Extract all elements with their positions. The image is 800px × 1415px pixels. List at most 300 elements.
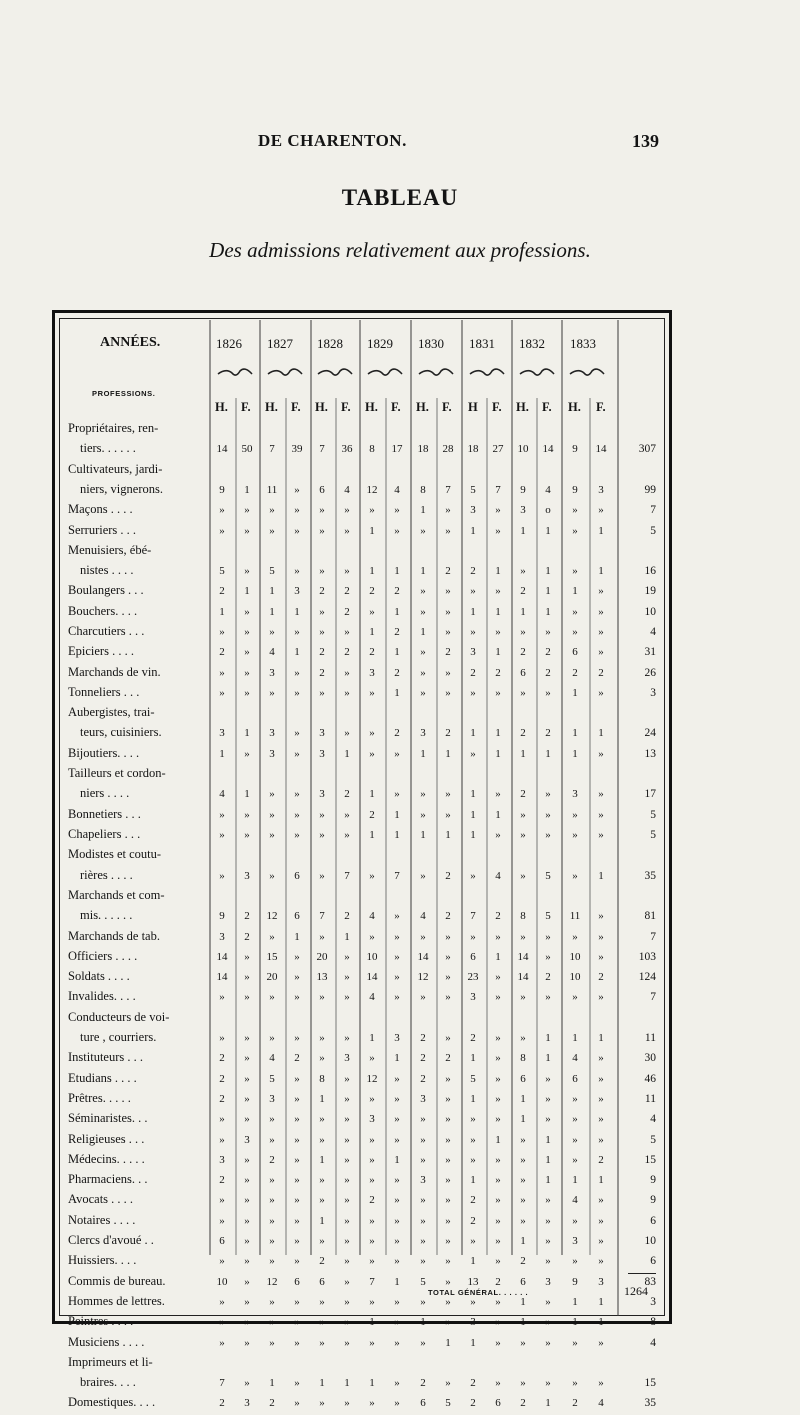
- count-cell: 12: [417, 971, 429, 984]
- count-cell: 7: [495, 483, 501, 496]
- count-cell: »: [598, 1113, 604, 1126]
- count-cell: 5: [445, 1397, 451, 1410]
- count-cell: 1: [394, 565, 400, 578]
- count-cell: 2: [394, 666, 400, 679]
- profession-label: Modistes et coutu-: [68, 847, 162, 862]
- grand-total-label: TOTAL GÉNÉRAL. . . . . .: [428, 1288, 529, 1297]
- count-cell: »: [319, 869, 325, 882]
- count-cell: 8: [319, 1072, 325, 1085]
- count-cell: 4: [420, 910, 426, 923]
- count-cell: »: [470, 1133, 476, 1146]
- count-cell: 1: [420, 565, 426, 578]
- count-cell: »: [244, 524, 250, 537]
- year-1831: 1831: [469, 336, 495, 351]
- count-cell: 2: [319, 646, 325, 659]
- count-cell: 36: [341, 443, 353, 456]
- count-cell: »: [495, 504, 501, 517]
- count-cell: 1: [394, 1153, 400, 1166]
- count-cell: »: [219, 1336, 225, 1349]
- count-cell: »: [269, 1316, 275, 1329]
- count-cell: »: [219, 829, 225, 841]
- count-cell: 3: [470, 991, 476, 1004]
- count-cell: »: [244, 1255, 250, 1268]
- count-cell: 5: [269, 565, 275, 578]
- count-cell: 1: [294, 930, 300, 943]
- count-cell: 12: [266, 910, 278, 923]
- count-cell: 2: [495, 666, 501, 679]
- profession-label: Menuisiers, ébé-: [68, 542, 152, 557]
- count-cell: »: [219, 1255, 225, 1268]
- count-cell: 3: [269, 747, 275, 760]
- count-cell: »: [545, 686, 551, 699]
- count-cell: 7: [319, 910, 325, 923]
- count-cell: »: [394, 1113, 400, 1126]
- count-cell: »: [470, 930, 476, 943]
- count-cell: 2: [219, 585, 225, 598]
- year-1829: 1829: [367, 336, 393, 351]
- count-cell: 2: [545, 971, 551, 984]
- count-cell: 3: [294, 585, 300, 598]
- count-cell: »: [294, 1153, 300, 1166]
- count-cell: 14: [216, 971, 228, 984]
- row-total-cell: 81: [644, 910, 656, 923]
- sex-header: H.: [516, 400, 529, 414]
- count-cell: »: [269, 504, 275, 517]
- count-cell: »: [445, 1133, 451, 1146]
- count-cell: »: [445, 1214, 451, 1227]
- count-cell: »: [495, 1336, 501, 1349]
- count-cell: »: [344, 1255, 350, 1268]
- count-cell: 2: [394, 727, 400, 740]
- count-cell: »: [420, 1194, 426, 1207]
- count-cell: 1: [319, 1153, 325, 1166]
- count-cell: 7: [319, 443, 325, 456]
- count-cell: 1: [420, 504, 426, 517]
- table-row: [68, 420, 668, 461]
- count-cell: 1: [394, 1275, 400, 1288]
- count-cell: o: [545, 504, 551, 517]
- table-row: [68, 1131, 668, 1151]
- count-cell: »: [294, 1377, 300, 1390]
- count-cell: 1: [495, 605, 501, 618]
- count-cell: »: [344, 1275, 350, 1288]
- count-cell: 1: [244, 727, 250, 740]
- count-cell: 1: [344, 930, 350, 943]
- count-cell: 1: [319, 1214, 325, 1227]
- row-total-cell: 307: [638, 443, 656, 456]
- count-cell: »: [244, 1153, 250, 1166]
- count-cell: »: [420, 605, 426, 618]
- count-cell: 1: [572, 686, 578, 699]
- count-cell: 1: [572, 585, 578, 598]
- count-cell: »: [319, 1397, 325, 1410]
- count-cell: »: [495, 585, 501, 598]
- table-row: [68, 1110, 668, 1130]
- count-cell: »: [369, 605, 375, 618]
- count-cell: »: [445, 1235, 451, 1247]
- count-cell: »: [294, 1336, 300, 1349]
- table-row: [68, 1090, 668, 1110]
- profession-label: Médecins. . . . .: [68, 1151, 145, 1166]
- count-cell: 6: [495, 1397, 501, 1410]
- count-cell: »: [394, 1235, 400, 1247]
- count-cell: »: [495, 626, 501, 638]
- count-cell: »: [344, 626, 350, 638]
- count-cell: 3: [319, 788, 325, 801]
- count-cell: »: [598, 808, 604, 821]
- count-cell: 1: [470, 1092, 476, 1105]
- row-total-cell: 9: [650, 1194, 656, 1207]
- count-cell: »: [219, 1133, 225, 1146]
- count-cell: »: [394, 747, 400, 760]
- page-number: 139: [632, 131, 659, 151]
- count-cell: »: [572, 1133, 578, 1146]
- count-cell: 1: [545, 1133, 551, 1146]
- profession-label: Imprimeurs et li-: [68, 1354, 153, 1369]
- count-cell: »: [294, 1092, 300, 1105]
- count-cell: »: [219, 1113, 225, 1126]
- count-cell: »: [545, 1113, 551, 1126]
- profession-label: Charcutiers . . .: [68, 624, 145, 638]
- count-cell: »: [420, 869, 426, 882]
- count-cell: »: [495, 930, 501, 943]
- count-cell: »: [344, 1336, 350, 1349]
- count-cell: »: [445, 605, 451, 618]
- count-cell: »: [520, 808, 526, 821]
- count-cell: 2: [369, 808, 375, 821]
- count-cell: »: [369, 1255, 375, 1268]
- count-cell: 3: [269, 666, 275, 679]
- count-cell: »: [445, 666, 451, 679]
- profession-label: Bonnetiers . . .: [68, 806, 141, 821]
- count-cell: »: [598, 1214, 604, 1227]
- count-cell: »: [294, 1174, 300, 1187]
- count-cell: 2: [445, 1052, 451, 1065]
- count-cell: 3: [572, 1235, 578, 1247]
- count-cell: 7: [269, 443, 275, 456]
- row-total-cell: 9: [650, 1174, 656, 1187]
- count-cell: »: [445, 1255, 451, 1268]
- count-cell: 2: [344, 910, 350, 923]
- count-cell: »: [219, 1214, 225, 1227]
- count-cell: 2: [470, 1397, 476, 1410]
- count-cell: »: [394, 1397, 400, 1410]
- row-total-cell: 6: [650, 1214, 656, 1227]
- count-cell: 3: [470, 504, 476, 517]
- sex-header: F.: [241, 400, 251, 414]
- count-cell: »: [369, 1133, 375, 1146]
- count-cell: »: [319, 1133, 325, 1146]
- count-cell: »: [369, 727, 375, 740]
- count-cell: »: [598, 1052, 604, 1065]
- row-total-cell: 35: [644, 869, 656, 882]
- count-cell: 2: [545, 727, 551, 740]
- count-cell: »: [319, 1235, 325, 1247]
- count-cell: »: [369, 869, 375, 882]
- count-cell: »: [269, 869, 275, 882]
- table-subheading: Des admissions relativement aux professions.: [209, 238, 591, 262]
- profession-label: Officiers . . . .: [68, 948, 138, 963]
- count-cell: »: [520, 1174, 526, 1187]
- count-cell: 2: [219, 646, 225, 659]
- count-cell: 2: [344, 605, 350, 618]
- table-row: [68, 1171, 668, 1191]
- profession-label: Pharmaciens. . .: [68, 1172, 148, 1187]
- profession-label: Tailleurs et cordon-: [68, 766, 166, 781]
- count-cell: 2: [520, 788, 526, 801]
- count-cell: 6: [520, 1275, 526, 1288]
- profession-label: Domestiques. . . .: [68, 1395, 156, 1410]
- count-cell: 50: [241, 443, 253, 456]
- count-cell: »: [520, 930, 526, 943]
- count-cell: »: [219, 1316, 225, 1329]
- count-cell: 3: [319, 727, 325, 740]
- count-cell: »: [572, 1336, 578, 1349]
- count-cell: »: [344, 1214, 350, 1227]
- count-cell: 3: [269, 727, 275, 740]
- count-cell: 1: [572, 727, 578, 740]
- count-cell: »: [420, 585, 426, 598]
- count-cell: 2: [394, 585, 400, 598]
- count-cell: »: [445, 971, 451, 984]
- count-cell: »: [244, 605, 250, 618]
- count-cell: 9: [572, 443, 578, 456]
- profession-label: Invalides. . . .: [68, 989, 136, 1004]
- count-cell: »: [470, 869, 476, 882]
- count-cell: »: [495, 1255, 501, 1268]
- count-cell: 17: [391, 443, 403, 456]
- count-cell: »: [319, 1194, 325, 1207]
- row-total-cell: 4: [650, 626, 656, 638]
- count-cell: 23: [467, 971, 479, 984]
- row-total-cell: 3: [650, 1295, 656, 1308]
- count-cell: »: [545, 930, 551, 943]
- total-rule: [628, 1273, 656, 1274]
- count-cell: »: [420, 1153, 426, 1166]
- count-cell: »: [269, 788, 275, 801]
- table-row: [68, 542, 668, 583]
- count-cell: »: [269, 686, 275, 699]
- count-cell: »: [294, 1194, 300, 1207]
- count-cell: »: [244, 646, 250, 659]
- count-cell: 2: [219, 1397, 225, 1410]
- count-cell: »: [319, 524, 325, 537]
- count-cell: 9: [572, 483, 578, 496]
- count-cell: »: [269, 808, 275, 821]
- row-total-cell: 46: [644, 1072, 656, 1085]
- count-cell: »: [319, 1295, 325, 1308]
- count-cell: 9: [219, 483, 225, 496]
- row-total-cell: 10: [644, 1235, 656, 1247]
- count-cell: »: [344, 504, 350, 517]
- count-cell: »: [495, 788, 501, 801]
- count-cell: »: [369, 1214, 375, 1227]
- row-total-cell: 124: [638, 971, 656, 984]
- count-cell: 6: [420, 1397, 426, 1410]
- count-cell: 2: [269, 1397, 275, 1410]
- count-cell: »: [294, 950, 300, 963]
- count-cell: »: [495, 829, 501, 841]
- count-cell: »: [219, 504, 225, 517]
- count-cell: »: [495, 1052, 501, 1065]
- count-cell: 3: [598, 1275, 604, 1288]
- count-cell: »: [495, 971, 501, 984]
- count-cell: »: [520, 686, 526, 699]
- sex-header: F.: [442, 400, 452, 414]
- count-cell: »: [520, 1031, 526, 1044]
- count-cell: »: [219, 666, 225, 679]
- count-cell: »: [420, 1133, 426, 1146]
- row-total-cell: 4: [650, 1113, 656, 1126]
- row-total-cell: 3: [650, 686, 656, 699]
- count-cell: »: [394, 930, 400, 943]
- row-total-cell: 11: [644, 1031, 656, 1044]
- count-cell: 3: [219, 727, 225, 740]
- count-cell: »: [294, 991, 300, 1004]
- count-cell: »: [369, 1235, 375, 1247]
- profession-label: Cultivateurs, jardi-: [68, 461, 163, 476]
- count-cell: 2: [219, 1072, 225, 1085]
- count-cell: »: [319, 1316, 325, 1329]
- count-cell: »: [545, 1235, 551, 1247]
- count-cell: 1: [572, 1174, 578, 1187]
- count-cell: 1: [520, 1235, 526, 1247]
- count-cell: »: [470, 626, 476, 638]
- count-cell: 39: [291, 443, 303, 456]
- count-cell: 1: [520, 1092, 526, 1105]
- profession-label: nistes . . . .: [80, 563, 134, 578]
- count-cell: 2: [545, 646, 551, 659]
- table-row: [68, 968, 668, 988]
- year-header: [210, 336, 620, 358]
- count-cell: »: [344, 1397, 350, 1410]
- count-cell: 1: [394, 686, 400, 699]
- count-cell: 2: [319, 1255, 325, 1268]
- count-cell: »: [470, 1235, 476, 1247]
- count-cell: 2: [369, 585, 375, 598]
- count-cell: »: [445, 1316, 451, 1329]
- count-cell: 6: [294, 869, 300, 882]
- count-cell: »: [420, 686, 426, 699]
- count-cell: 7: [394, 869, 400, 882]
- count-cell: »: [294, 565, 300, 578]
- sex-header: H.: [315, 400, 328, 414]
- count-cell: 7: [445, 483, 451, 496]
- count-cell: 10: [517, 443, 529, 456]
- count-cell: »: [319, 1031, 325, 1044]
- count-cell: 3: [420, 1092, 426, 1105]
- count-cell: »: [319, 1052, 325, 1065]
- count-cell: »: [269, 1113, 275, 1126]
- count-cell: »: [572, 605, 578, 618]
- count-cell: »: [445, 1174, 451, 1187]
- count-cell: 3: [219, 930, 225, 943]
- count-cell: »: [244, 1031, 250, 1044]
- count-cell: 14: [417, 950, 429, 963]
- count-cell: »: [545, 788, 551, 801]
- profession-label: Hommes de lettres.: [68, 1293, 165, 1308]
- count-cell: »: [445, 1377, 451, 1390]
- count-cell: 2: [520, 727, 526, 740]
- sex-header: F.: [542, 400, 552, 414]
- count-cell: »: [219, 1031, 225, 1044]
- count-cell: »: [470, 1295, 476, 1308]
- profession-label: Avocats . . . .: [68, 1192, 134, 1207]
- count-cell: »: [244, 950, 250, 963]
- profession-label: braires. . . .: [80, 1375, 136, 1390]
- count-cell: 6: [219, 1235, 225, 1247]
- sex-header: H.: [568, 400, 581, 414]
- year-1832: 1832: [519, 336, 545, 351]
- count-cell: 2: [420, 1052, 426, 1065]
- count-cell: »: [369, 1092, 375, 1105]
- count-cell: 1: [369, 788, 375, 801]
- count-cell: 5: [470, 483, 476, 496]
- count-cell: 1: [319, 1377, 325, 1390]
- count-cell: »: [520, 869, 526, 882]
- count-cell: »: [495, 1113, 501, 1126]
- count-cell: »: [445, 950, 451, 963]
- count-cell: »: [572, 991, 578, 1004]
- table-row: [68, 623, 668, 643]
- profession-label: teurs, cuisiniers.: [80, 725, 162, 740]
- row-total-cell: 15: [644, 1377, 656, 1390]
- profession-label: Marchands et com-: [68, 887, 165, 902]
- row-total-cell: 35: [644, 1397, 656, 1410]
- count-cell: 6: [319, 483, 325, 496]
- count-cell: »: [598, 1377, 604, 1390]
- table-row: [68, 988, 668, 1008]
- count-cell: 1: [520, 1295, 526, 1308]
- count-cell: 10: [569, 950, 581, 963]
- count-cell: 1: [445, 1336, 451, 1349]
- count-cell: 1: [470, 788, 476, 801]
- table-row: [68, 928, 668, 948]
- count-cell: 18: [467, 443, 479, 456]
- count-cell: »: [545, 1255, 551, 1268]
- count-cell: 1: [520, 1316, 526, 1329]
- sex-header: F.: [291, 400, 301, 414]
- count-cell: 3: [369, 666, 375, 679]
- table-heading: TABLEAU: [341, 185, 459, 210]
- count-cell: »: [244, 1316, 250, 1329]
- count-cell: 1: [369, 1031, 375, 1044]
- row-total-cell: 103: [638, 950, 656, 963]
- count-cell: 1: [344, 1377, 350, 1390]
- count-cell: »: [545, 1072, 551, 1085]
- count-cell: »: [598, 1336, 604, 1349]
- count-cell: »: [420, 930, 426, 943]
- count-cell: 5: [420, 1275, 426, 1288]
- sex-header: F.: [341, 400, 351, 414]
- count-cell: 2: [244, 910, 250, 923]
- count-cell: »: [319, 1174, 325, 1187]
- count-cell: »: [495, 1153, 501, 1166]
- count-cell: »: [394, 950, 400, 963]
- count-cell: 4: [344, 483, 350, 496]
- profession-label: Peintres . . . .: [68, 1314, 134, 1329]
- count-cell: »: [244, 1174, 250, 1187]
- sex-header: F.: [596, 400, 606, 414]
- count-cell: »: [495, 1295, 501, 1308]
- year-1826: 1826: [216, 336, 242, 351]
- count-cell: 1: [470, 808, 476, 821]
- count-cell: 20: [266, 971, 278, 984]
- count-cell: »: [244, 1214, 250, 1227]
- count-cell: »: [244, 504, 250, 517]
- count-cell: 3: [219, 1153, 225, 1166]
- table-row: [68, 684, 668, 704]
